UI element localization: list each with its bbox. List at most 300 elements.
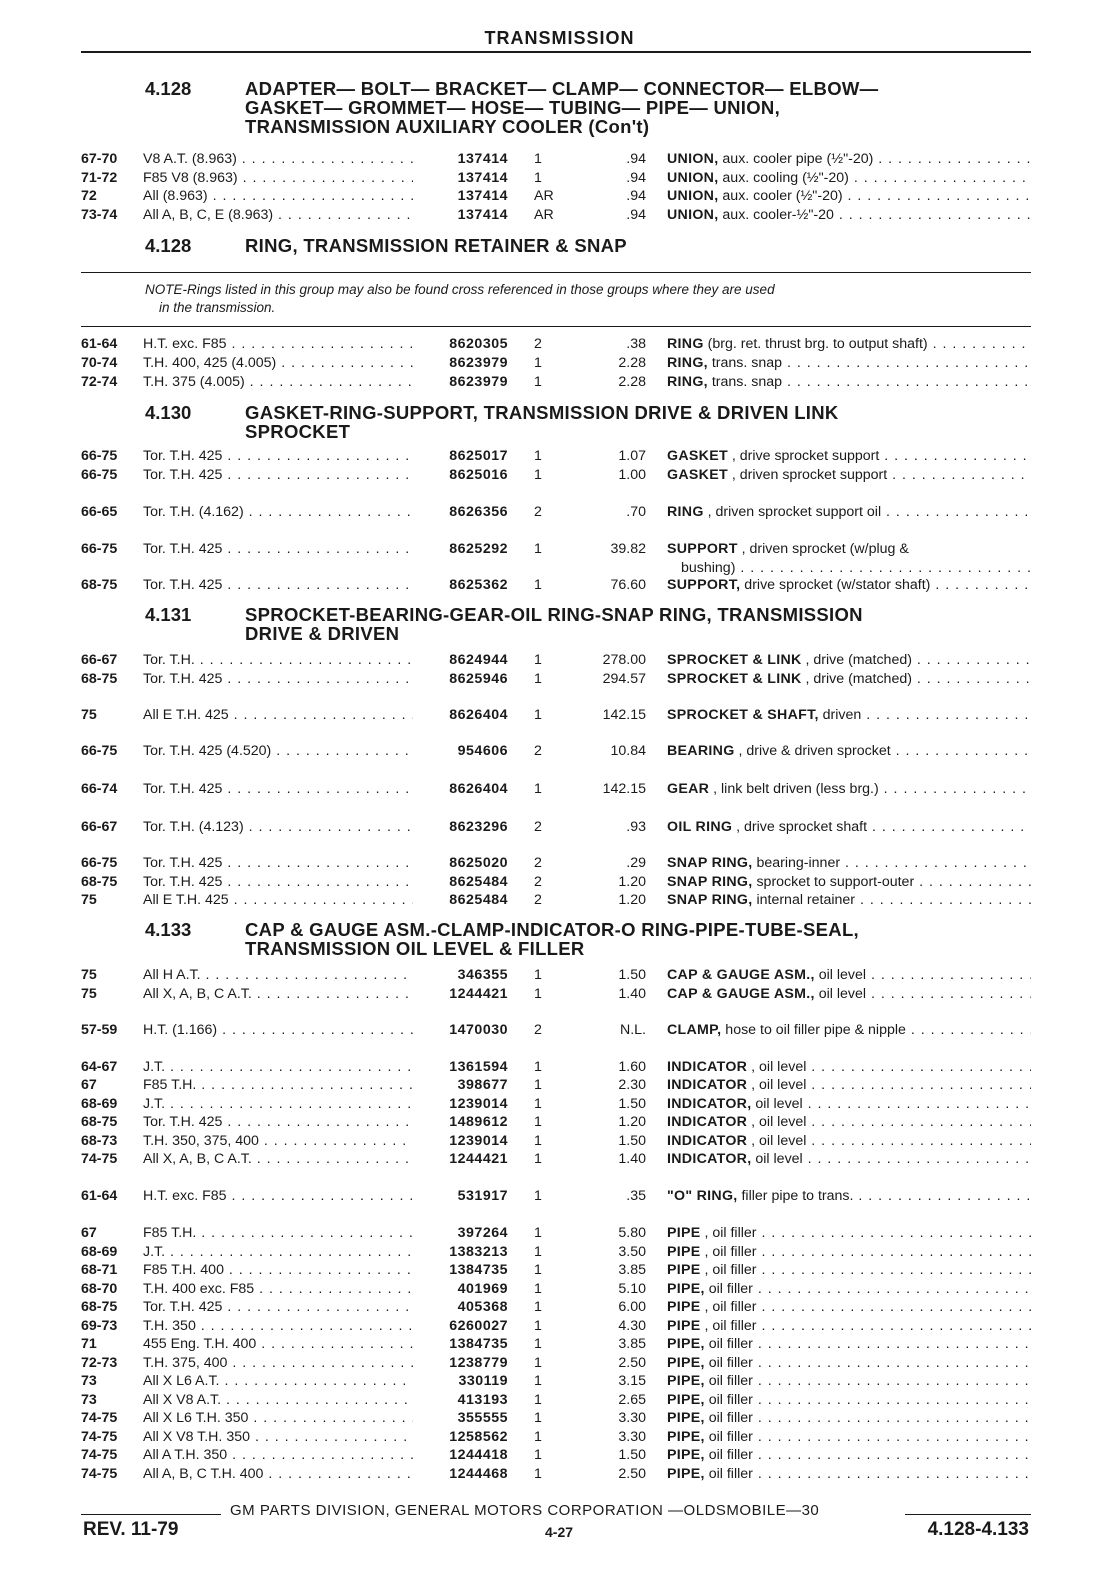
part-number: 6260027	[449, 1318, 508, 1334]
section-title-line: RING, TRANSMISSION RETAINER & SNAP	[245, 235, 627, 256]
part-description	[667, 1372, 1031, 1391]
parts-row	[81, 1095, 1031, 1114]
model-years: 67-70	[81, 151, 118, 167]
parts-row	[81, 1113, 1031, 1132]
part-description	[667, 651, 1031, 670]
part-number: 397264	[457, 1225, 508, 1241]
application: T.H. 350, 375, 400 . . .	[143, 1132, 413, 1151]
part-detail: , driven sprocket support	[727, 467, 888, 483]
part-detail: oil filler	[704, 1392, 753, 1408]
part-description	[667, 187, 1031, 206]
section-title-line: SPROCKET-BEARING-GEAR-OIL RING-SNAP RING, TRANSMISSION	[245, 604, 863, 625]
application: All X, A, B, C A.T. . . .	[143, 985, 413, 1004]
model-years: 66-75	[81, 467, 118, 483]
part-detail: , oil level	[747, 1077, 807, 1093]
quantity: 1	[534, 374, 542, 390]
quantity: 1	[534, 967, 542, 983]
section-title-line: CAP & GAUGE ASM.-CLAMP-INDICATOR-O RING-PIPE-TUBE-SEAL,	[245, 919, 859, 940]
price: 294.57	[602, 671, 646, 687]
part-detail: , driven sprocket (w/plug &	[737, 541, 909, 557]
application: All E T.H. 425 . . .	[143, 891, 413, 910]
quantity: 1	[534, 1373, 542, 1389]
part-detail-continued: bushing) . . .	[667, 559, 1031, 578]
application: Tor. T.H. 425 . . .	[143, 873, 413, 892]
part-description	[667, 169, 1031, 188]
part-detail: , oil filler	[700, 1262, 757, 1278]
quantity: 1	[534, 1299, 542, 1315]
quantity: 1	[534, 1429, 542, 1445]
application: 455 Eng. T.H. 400 . . .	[143, 1335, 413, 1354]
part-description	[667, 1409, 1031, 1428]
application: F85 T.H. . . .	[143, 1076, 413, 1095]
model-years: 61-64	[81, 1188, 118, 1204]
parts-row	[81, 373, 1031, 392]
part-description	[667, 1354, 1031, 1373]
part-description	[667, 206, 1031, 225]
quantity: 2	[534, 892, 542, 908]
application: Tor. T.H. 425 . . .	[143, 447, 413, 466]
quantity: 1	[534, 652, 542, 668]
price: .35	[626, 1188, 646, 1204]
part-description	[667, 150, 1031, 169]
part-detail: , oil level	[747, 1114, 807, 1130]
quantity: 2	[534, 1022, 542, 1038]
part-number: 8625017	[449, 448, 508, 464]
part-name: PIPE,	[667, 1281, 705, 1297]
part-number: 1383213	[449, 1244, 508, 1260]
section-note	[145, 281, 1025, 317]
application: F85 T.H. 400 . . .	[143, 1261, 413, 1280]
model-years: 70-74	[81, 355, 118, 371]
model-years: 68-75	[81, 577, 118, 593]
part-name: UNION,	[667, 151, 719, 167]
quantity: 1	[534, 467, 542, 483]
part-detail: aux. cooler-½"-20	[718, 207, 834, 223]
price: 10.84	[610, 743, 646, 759]
part-detail: oil level	[751, 1151, 803, 1167]
application: T.H. 375, 400 . . .	[143, 1354, 413, 1373]
model-years: 73-74	[81, 207, 118, 223]
application: H.T. (1.166) . . .	[143, 1021, 413, 1040]
part-description	[667, 706, 1031, 725]
parts-row	[81, 780, 1031, 799]
part-description	[667, 1391, 1031, 1410]
part-detail: filler pipe to trans.	[737, 1188, 854, 1204]
part-description	[667, 1021, 1031, 1040]
application: All A T.H. 350 . . .	[143, 1446, 413, 1465]
part-number: 8623296	[449, 819, 508, 835]
part-description	[667, 1335, 1031, 1354]
part-detail: aux. cooler pipe (½"-20)	[718, 151, 874, 167]
part-number: 401969	[457, 1281, 508, 1297]
parts-row	[81, 187, 1031, 206]
part-number: 1239014	[449, 1096, 508, 1112]
part-detail: , oil filler	[700, 1318, 757, 1334]
part-name: INDICATOR	[667, 1059, 748, 1075]
model-years: 68-75	[81, 874, 118, 890]
parts-row	[81, 1187, 1031, 1206]
price: 5.80	[618, 1225, 646, 1241]
part-detail: , drive sprocket support	[727, 448, 880, 464]
model-years: 66-75	[81, 541, 118, 557]
application: T.H. 400, 425 (4.005) . . .	[143, 354, 413, 373]
parts-row	[81, 873, 1031, 892]
price: 2.28	[618, 374, 646, 390]
model-years: 74-75	[81, 1466, 118, 1482]
section-number: 4.128	[145, 235, 192, 256]
part-number: 1361594	[449, 1059, 508, 1075]
model-years: 66-75	[81, 855, 118, 871]
model-years: 67	[81, 1077, 97, 1093]
part-number: 8624944	[449, 652, 508, 668]
price: 3.30	[618, 1429, 646, 1445]
part-number: 405368	[457, 1299, 508, 1315]
part-detail: , oil level	[747, 1133, 807, 1149]
quantity: 1	[534, 1355, 542, 1371]
price: 1.60	[618, 1059, 646, 1075]
price: 3.50	[618, 1244, 646, 1260]
part-description	[667, 503, 1031, 522]
quantity: 1	[534, 355, 542, 371]
page-title: TRANSMISSION	[484, 28, 635, 48]
part-name: CLAMP,	[667, 1022, 722, 1038]
part-name: SNAP RING,	[667, 855, 753, 871]
quantity: 1	[534, 1466, 542, 1482]
price: 1.50	[618, 1096, 646, 1112]
part-name: INDICATOR	[667, 1133, 748, 1149]
part-description	[667, 873, 1031, 892]
parts-row	[81, 651, 1031, 670]
part-description	[667, 335, 1031, 354]
model-years: 68-69	[81, 1244, 118, 1260]
part-detail: trans. snap	[707, 374, 783, 390]
model-years: 67	[81, 1225, 97, 1241]
part-detail: , drive sprocket shaft	[732, 819, 868, 835]
model-years: 75	[81, 707, 97, 723]
application: Tor. T.H. 425 . . .	[143, 670, 413, 689]
part-name: SNAP RING,	[667, 892, 753, 908]
application: T.H. 350 . . .	[143, 1317, 413, 1336]
section-number: 4.133	[145, 919, 192, 940]
application: All X, A, B, C A.T. . . .	[143, 1150, 413, 1169]
quantity: 1	[534, 1392, 542, 1408]
part-description	[667, 1261, 1031, 1280]
price: .38	[626, 336, 646, 352]
part-number: 398677	[457, 1077, 508, 1093]
model-years: 74-75	[81, 1429, 118, 1445]
price: 2.50	[618, 1355, 646, 1371]
quantity: 1	[534, 1114, 542, 1130]
part-detail: driven	[818, 707, 862, 723]
application: V8 A.T. (8.963) . . .	[143, 150, 413, 169]
section-title-line: ADAPTER— BOLT— BRACKET— CLAMP— CONNECTOR— ELBOW—	[245, 78, 879, 99]
section-title	[245, 920, 1025, 958]
application: J.T. . . .	[143, 1243, 413, 1262]
part-number: 8625020	[449, 855, 508, 871]
application: All A, B, C T.H. 400 . . .	[143, 1465, 413, 1484]
application: J.T. . . .	[143, 1058, 413, 1077]
part-number: 355555	[457, 1410, 508, 1426]
quantity: 1	[534, 151, 542, 167]
price: 142.15	[602, 781, 646, 797]
model-years: 72	[81, 188, 97, 204]
model-years: 73	[81, 1373, 97, 1389]
price: 1.00	[618, 467, 646, 483]
model-years: 68-75	[81, 1114, 118, 1130]
price: 5.10	[618, 1281, 646, 1297]
price: 3.85	[618, 1336, 646, 1352]
quantity: 1	[534, 707, 542, 723]
price: 278.00	[602, 652, 646, 668]
parts-row	[81, 670, 1031, 689]
part-name: PIPE	[667, 1318, 701, 1334]
part-name: PIPE	[667, 1299, 701, 1315]
price: .93	[626, 819, 646, 835]
model-years: 68-73	[81, 1133, 118, 1149]
part-name: OIL RING	[667, 819, 733, 835]
part-name: RING,	[667, 355, 708, 371]
footer-rule-left	[81, 1514, 221, 1515]
price: 76.60	[610, 577, 646, 593]
quantity: 1	[534, 1410, 542, 1426]
part-name: RING	[667, 504, 704, 520]
note-rule-bottom	[81, 326, 1031, 327]
part-name: RING,	[667, 374, 708, 390]
price: N.L.	[619, 1022, 646, 1038]
section-title	[245, 605, 1025, 643]
application: Tor. T.H. 425 . . .	[143, 466, 413, 485]
price: 3.30	[618, 1410, 646, 1426]
part-detail: , oil filler	[700, 1299, 757, 1315]
parts-row	[81, 1335, 1031, 1354]
section-title-line: DRIVE & DRIVEN	[245, 623, 400, 644]
application: H.T. exc. F85 . . .	[143, 335, 413, 354]
quantity: 1	[534, 671, 542, 687]
application: Tor. T.H. (4.162) . . .	[143, 503, 413, 522]
application: Tor. T.H. . . .	[143, 651, 413, 670]
part-name: PIPE	[667, 1262, 701, 1278]
part-number: 137414	[457, 170, 508, 186]
application: All A, B, C, E (8.963) . . .	[143, 206, 413, 225]
application: Tor. T.H. 425 . . .	[143, 576, 413, 595]
price: 2.50	[618, 1466, 646, 1482]
part-detail: , drive (matched)	[801, 671, 912, 687]
parts-row	[81, 1132, 1031, 1151]
application: Tor. T.H. (4.123) . . .	[143, 818, 413, 837]
part-number: 8625292	[449, 541, 508, 557]
parts-row	[81, 169, 1031, 188]
part-description	[667, 1113, 1031, 1132]
quantity: 1	[534, 448, 542, 464]
price: 2.30	[618, 1077, 646, 1093]
part-description	[667, 1243, 1031, 1262]
section-title-line: TRANSMISSION AUXILIARY COOLER (Con't)	[245, 116, 650, 137]
application: Tor. T.H. 425 . . .	[143, 1113, 413, 1132]
parts-row	[81, 1021, 1031, 1040]
section-title-line: TRANSMISSION OIL LEVEL & FILLER	[245, 938, 585, 959]
parts-row	[81, 354, 1031, 373]
quantity: 2	[534, 874, 542, 890]
part-description	[667, 1298, 1031, 1317]
part-number: 1384735	[449, 1262, 508, 1278]
section-title	[245, 236, 1025, 255]
price: 39.82	[610, 541, 646, 557]
model-years: 68-71	[81, 1262, 118, 1278]
price: 142.15	[602, 707, 646, 723]
part-description	[667, 1446, 1031, 1465]
model-years: 64-67	[81, 1059, 118, 1075]
part-name: UNION,	[667, 188, 719, 204]
part-detail: , drive (matched)	[801, 652, 912, 668]
quantity: 1	[534, 577, 542, 593]
parts-row	[81, 466, 1031, 485]
parts-row	[81, 742, 1031, 761]
part-detail: oil level	[814, 986, 867, 1002]
model-years: 68-75	[81, 1299, 118, 1315]
quantity: 2	[534, 819, 542, 835]
part-detail: sprocket to support-outer	[752, 874, 915, 890]
parts-row	[81, 1150, 1031, 1169]
part-name: SPROCKET & SHAFT,	[667, 707, 819, 723]
quantity: 2	[534, 336, 542, 352]
price: 2.65	[618, 1392, 646, 1408]
quantity: 1	[534, 170, 542, 186]
parts-row	[81, 854, 1031, 873]
part-name: SPROCKET & LINK	[667, 671, 802, 687]
model-years: 75	[81, 986, 97, 1002]
price: 1.40	[618, 986, 646, 1002]
price: .29	[626, 855, 646, 871]
part-number: 1384735	[449, 1336, 508, 1352]
part-name: INDICATOR,	[667, 1151, 752, 1167]
section-number: 4.131	[145, 604, 192, 625]
price: 2.28	[618, 355, 646, 371]
part-name: GASKET	[667, 467, 728, 483]
quantity: 1	[534, 1244, 542, 1260]
part-detail: oil filler	[704, 1281, 753, 1297]
part-detail: internal retainer	[752, 892, 856, 908]
part-name: SNAP RING,	[667, 874, 753, 890]
part-number: 8625484	[449, 874, 508, 890]
footer-publisher: GM PARTS DIVISION, GENERAL MOTORS CORPORATION —OLDSMOBILE—30	[230, 1502, 820, 1519]
model-years: 66-67	[81, 819, 118, 835]
part-number: 346355	[457, 967, 508, 983]
quantity: 1	[534, 1077, 542, 1093]
parts-row	[81, 818, 1031, 837]
footer-page-number: 4-27	[545, 1524, 574, 1540]
part-number: 1489612	[449, 1114, 508, 1130]
quantity: 2	[534, 855, 542, 871]
model-years: 72-73	[81, 1355, 118, 1371]
part-name: PIPE,	[667, 1429, 705, 1445]
parts-row	[81, 706, 1031, 725]
part-detail: oil filler	[704, 1429, 753, 1445]
part-detail: oil filler	[704, 1373, 753, 1389]
part-description	[667, 1224, 1031, 1243]
part-name: INDICATOR	[667, 1077, 748, 1093]
part-number: 1470030	[449, 1022, 508, 1038]
part-detail: , oil filler	[700, 1225, 757, 1241]
parts-row	[81, 1409, 1031, 1428]
part-description	[667, 780, 1031, 799]
part-name: PIPE	[667, 1225, 701, 1241]
application: H.T. exc. F85 . . .	[143, 1187, 413, 1206]
application: Tor. T.H. 425 . . .	[143, 540, 413, 559]
part-number: 1244421	[449, 986, 508, 1002]
part-number: 413193	[457, 1392, 508, 1408]
part-detail: oil level	[751, 1096, 803, 1112]
parts-row	[81, 1372, 1031, 1391]
parts-row	[81, 1391, 1031, 1410]
part-detail: oil filler	[704, 1355, 753, 1371]
application: J.T. . . .	[143, 1095, 413, 1114]
model-years: 74-75	[81, 1151, 118, 1167]
part-description	[667, 891, 1031, 910]
price: .94	[626, 151, 646, 167]
part-number: 8626356	[449, 504, 508, 520]
quantity: 1	[534, 1281, 542, 1297]
part-description	[667, 1095, 1031, 1114]
parts-row	[81, 503, 1031, 522]
part-description	[667, 540, 1031, 578]
price: 1.50	[618, 1133, 646, 1149]
section-title	[245, 403, 1025, 441]
part-number: 531917	[457, 1188, 508, 1204]
application: All X L6 A.T. . . .	[143, 1372, 413, 1391]
parts-row	[81, 1465, 1031, 1484]
part-description	[667, 818, 1031, 837]
price: 3.85	[618, 1262, 646, 1278]
part-number: 8625946	[449, 671, 508, 687]
part-name: UNION,	[667, 170, 719, 186]
model-years: 68-75	[81, 671, 118, 687]
model-years: 71	[81, 1336, 97, 1352]
price: 4.30	[618, 1318, 646, 1334]
application: Tor. T.H. 425 (4.520) . . .	[143, 742, 413, 761]
part-description	[667, 1428, 1031, 1447]
part-detail: , oil filler	[700, 1244, 757, 1260]
quantity: AR	[534, 188, 554, 204]
part-number: 8623979	[449, 374, 508, 390]
section-title-line: GASKET-RING-SUPPORT, TRANSMISSION DRIVE & DRIVEN LINK	[245, 402, 839, 423]
parts-row	[81, 1261, 1031, 1280]
application: All X V8 T.H. 350 . . .	[143, 1428, 413, 1447]
part-number: 1244418	[449, 1447, 508, 1463]
model-years: 66-67	[81, 652, 118, 668]
model-years: 57-59	[81, 1022, 118, 1038]
quantity: 1	[534, 1059, 542, 1075]
price: 1.40	[618, 1151, 646, 1167]
parts-row	[81, 985, 1031, 1004]
part-description	[667, 354, 1031, 373]
price: 1.07	[618, 448, 646, 464]
application: Tor. T.H. 425 . . .	[143, 780, 413, 799]
part-number: 8623979	[449, 355, 508, 371]
model-years: 74-75	[81, 1410, 118, 1426]
part-name: UNION,	[667, 207, 719, 223]
application: T.H. 400 exc. F85 . . .	[143, 1280, 413, 1299]
part-description	[667, 1132, 1031, 1151]
parts-row	[81, 1317, 1031, 1336]
part-number: 8626404	[449, 781, 508, 797]
part-detail: , drive & driven sprocket	[734, 743, 891, 759]
part-number: 1244421	[449, 1151, 508, 1167]
quantity: 1	[534, 986, 542, 1002]
note-rule-top	[81, 272, 1031, 273]
part-description	[667, 466, 1031, 485]
parts-row	[81, 1058, 1031, 1077]
price: 1.20	[618, 1114, 646, 1130]
